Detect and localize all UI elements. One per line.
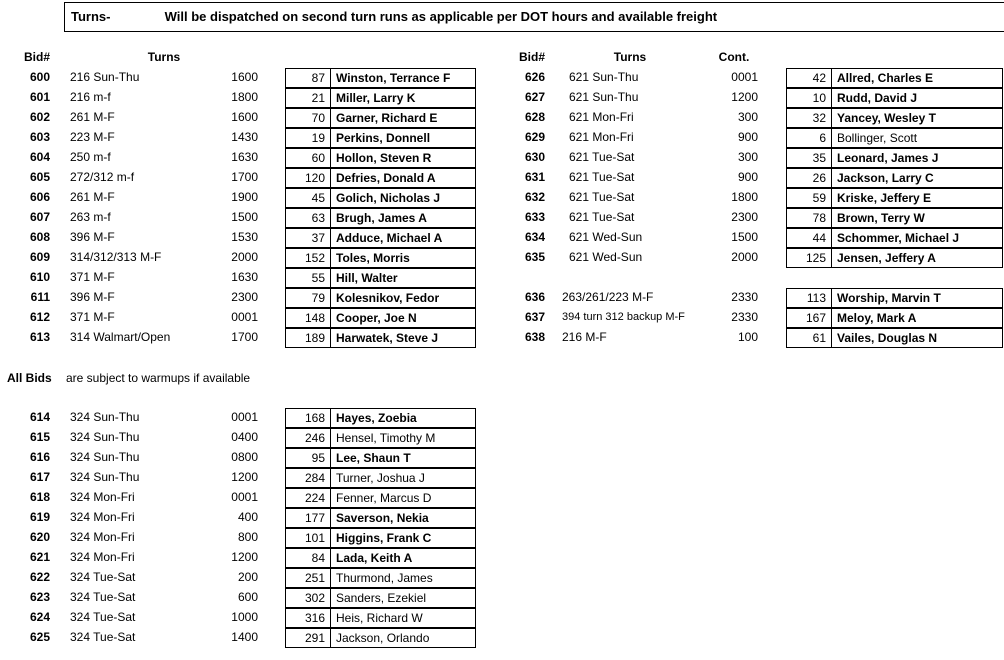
turn-time: 1600 (231, 110, 258, 124)
turn-description: 324 Sun-Thu (70, 470, 140, 484)
bid-number: 631 (524, 170, 545, 184)
employee-id: 113 (786, 288, 832, 308)
employee-id: 32 (786, 108, 832, 128)
bid-number: 633 (524, 210, 545, 224)
bid-number: 627 (524, 90, 545, 104)
employee-name: Saverson, Nekia (330, 508, 476, 528)
bid-number: 606 (29, 190, 50, 204)
employee-id: 302 (285, 588, 331, 608)
employee-id: 70 (285, 108, 331, 128)
bid-number: 637 (524, 310, 545, 324)
turn-time: 0001 (231, 490, 258, 504)
employee-name: Kriske, Jeffery E (831, 188, 1003, 208)
turn-description: 261 M-F (70, 190, 115, 204)
employee-name: Defries, Donald A (330, 168, 476, 188)
bid-number: 618 (29, 490, 50, 504)
turn-description: 324 Tue-Sat (70, 590, 136, 604)
employee-id: 316 (285, 608, 331, 628)
turn-time: 0001 (231, 410, 258, 424)
bid-number: 636 (524, 290, 545, 304)
bid-number: 626 (524, 70, 545, 84)
employee-name: Toles, Morris (330, 248, 476, 268)
employee-name: Harwatek, Steve J (330, 328, 476, 348)
bid-number: 610 (29, 270, 50, 284)
turn-cont: 900 (737, 130, 758, 144)
title-text: Will be dispatched on second turn runs as applicable per DOT hours and available freight (164, 9, 718, 24)
turn-description: 324 Mon-Fri (70, 530, 135, 544)
bid-number: 600 (29, 70, 50, 84)
bid-number: 628 (524, 110, 545, 124)
bid-number: 638 (524, 330, 545, 344)
bid-number: 622 (29, 570, 50, 584)
turn-time: 600 (237, 590, 258, 604)
employee-id: 55 (285, 268, 331, 288)
employee-name: Perkins, Donnell (330, 128, 476, 148)
employee-id: 291 (285, 628, 331, 648)
employee-name: Allred, Charles E (831, 68, 1003, 88)
turn-time: 1630 (231, 150, 258, 164)
turn-cont: 2330 (731, 290, 758, 304)
turn-time: 1200 (231, 550, 258, 564)
turn-cont: 1200 (731, 90, 758, 104)
turn-description: 216 M-F (562, 330, 607, 344)
employee-id: 125 (786, 248, 832, 268)
turn-description: 324 Sun-Thu (70, 410, 140, 424)
bid-number: 607 (29, 210, 50, 224)
turn-time: 1000 (231, 610, 258, 624)
turn-description: 324 Tue-Sat (70, 570, 136, 584)
employee-id: 148 (285, 308, 331, 328)
turn-description: 394 turn 312 backup M-F (562, 311, 685, 323)
employee-name: Brugh, James A (330, 208, 476, 228)
turn-description: 261 M-F (70, 110, 115, 124)
turn-description: 621 Wed-Sun (569, 230, 643, 244)
employee-id: 35 (786, 148, 832, 168)
bid-number: 619 (29, 510, 50, 524)
employee-name: Rudd, David J (831, 88, 1003, 108)
turn-description: 621 Sun-Thu (569, 90, 639, 104)
employee-id: 60 (285, 148, 331, 168)
employee-id: 168 (285, 408, 331, 428)
employee-id: 42 (786, 68, 832, 88)
turn-time: 1400 (231, 630, 258, 644)
bid-number: 603 (29, 130, 50, 144)
turn-cont: 2300 (731, 210, 758, 224)
employee-id: 19 (285, 128, 331, 148)
turn-description: 621 Tue-Sat (569, 170, 635, 184)
employee-name: Jackson, Larry C (831, 168, 1003, 188)
turn-time: 2300 (231, 290, 258, 304)
turn-description: 396 M-F (70, 290, 115, 304)
employee-id: 45 (285, 188, 331, 208)
turn-description: 324 Sun-Thu (70, 450, 140, 464)
turn-description: 216 Sun-Thu (70, 70, 140, 84)
turn-description: 324 Sun-Thu (70, 430, 140, 444)
bid-number: 605 (29, 170, 50, 184)
turn-description: 621 Sun-Thu (569, 70, 639, 84)
employee-id: 10 (786, 88, 832, 108)
employee-name: Cooper, Joe N (330, 308, 476, 328)
bid-number: 616 (29, 450, 50, 464)
turn-description: 324 Mon-Fri (70, 510, 135, 524)
bid-number: 623 (29, 590, 50, 604)
employee-id: 224 (285, 488, 331, 508)
turn-description: 621 Mon-Fri (569, 110, 634, 124)
turn-description: 371 M-F (70, 310, 115, 324)
turn-cont: 900 (737, 170, 758, 184)
turn-time: 200 (237, 570, 258, 584)
employee-name: Leonard, James J (831, 148, 1003, 168)
turn-time: 1430 (231, 130, 258, 144)
bid-number: 632 (524, 190, 545, 204)
header-bid-mid: Bid# (518, 50, 545, 64)
employee-name: Garner, Richard E (330, 108, 476, 128)
employee-name: Heis, Richard W (330, 608, 476, 628)
bid-number: 611 (30, 290, 50, 304)
employee-id: 120 (285, 168, 331, 188)
turn-description: 223 M-F (70, 130, 115, 144)
bid-number: 629 (524, 130, 545, 144)
turn-description: 324 Mon-Fri (70, 490, 135, 504)
employee-name: Yancey, Wesley T (831, 108, 1003, 128)
turn-description: 621 Wed-Sun (569, 250, 643, 264)
turn-cont: 300 (737, 150, 758, 164)
all-bids-label: All Bids (7, 371, 52, 385)
employee-name: Golich, Nicholas J (330, 188, 476, 208)
employee-id: 63 (285, 208, 331, 228)
employee-name: Higgins, Frank C (330, 528, 476, 548)
turn-description: 314/312/313 M-F (70, 250, 162, 264)
employee-id: 284 (285, 468, 331, 488)
employee-id: 189 (285, 328, 331, 348)
turn-cont: 2000 (731, 250, 758, 264)
turn-time: 1500 (231, 210, 258, 224)
bid-number: 621 (29, 550, 50, 564)
header-bid-left: Bid# (23, 50, 50, 64)
bid-number: 602 (29, 110, 50, 124)
turn-time: 1200 (231, 470, 258, 484)
employee-name: Hill, Walter (330, 268, 476, 288)
bid-number: 613 (29, 330, 50, 344)
employee-name: Thurmond, James (330, 568, 476, 588)
employee-id: 37 (285, 228, 331, 248)
employee-name: Hensel, Timothy M (330, 428, 476, 448)
turn-time: 800 (237, 530, 258, 544)
employee-name: Vailes, Douglas N (831, 328, 1003, 348)
turn-time: 0001 (231, 310, 258, 324)
turn-description: 621 Tue-Sat (569, 190, 635, 204)
bid-number: 625 (29, 630, 50, 644)
employee-name: Turner, Joshua J (330, 468, 476, 488)
employee-name: Adduce, Michael A (330, 228, 476, 248)
turn-time: 0800 (231, 450, 258, 464)
employee-id: 79 (285, 288, 331, 308)
bid-number: 620 (29, 530, 50, 544)
turn-time: 1600 (231, 70, 258, 84)
turn-time: 1630 (231, 270, 258, 284)
employee-id: 101 (285, 528, 331, 548)
bid-number: 635 (524, 250, 545, 264)
turn-time: 1900 (231, 190, 258, 204)
turn-description: 371 M-F (70, 270, 115, 284)
employee-name: Winston, Terrance F (330, 68, 476, 88)
turn-description: 621 Mon-Fri (569, 130, 634, 144)
employee-name: Schommer, Michael J (831, 228, 1003, 248)
turn-description: 216 m-f (70, 90, 111, 104)
employee-name: Worship, Marvin T (831, 288, 1003, 308)
employee-id: 21 (285, 88, 331, 108)
employee-name: Lee, Shaun T (330, 448, 476, 468)
turn-cont: 1800 (731, 190, 758, 204)
turn-description: 324 Tue-Sat (70, 630, 136, 644)
employee-name: Brown, Terry W (831, 208, 1003, 228)
turn-description: 263 m-f (70, 210, 111, 224)
bid-number: 608 (29, 230, 50, 244)
title-label-cell (64, 2, 1004, 32)
employee-name: Lada, Keith A (330, 548, 476, 568)
turn-description: 324 Tue-Sat (70, 610, 136, 624)
turn-cont: 2330 (731, 310, 758, 324)
turn-time: 2000 (231, 250, 258, 264)
turn-description: 250 m-f (70, 150, 111, 164)
turn-description: 396 M-F (70, 230, 115, 244)
employee-name: Bollinger, Scott (831, 128, 1003, 148)
turn-time: 1800 (231, 90, 258, 104)
turn-time: 1530 (231, 230, 258, 244)
employee-id: 78 (786, 208, 832, 228)
turn-time: 400 (237, 510, 258, 524)
employee-id: 246 (285, 428, 331, 448)
all-bids-note: are subject to warmups if available (66, 371, 251, 385)
turn-time: 0400 (231, 430, 258, 444)
employee-name: Hayes, Zoebia (330, 408, 476, 428)
turn-cont: 300 (737, 110, 758, 124)
employee-id: 95 (285, 448, 331, 468)
turn-description: 621 Tue-Sat (569, 150, 635, 164)
employee-id: 44 (786, 228, 832, 248)
bid-number: 624 (29, 610, 50, 624)
turn-description: 621 Tue-Sat (569, 210, 635, 224)
turn-description: 263/261/223 M-F (562, 290, 654, 304)
turn-description: 324 Mon-Fri (70, 550, 135, 564)
employee-name: Miller, Larry K (330, 88, 476, 108)
employee-id: 59 (786, 188, 832, 208)
bid-number: 604 (29, 150, 50, 164)
bid-number: 615 (29, 430, 50, 444)
employee-id: 87 (285, 68, 331, 88)
employee-id: 251 (285, 568, 331, 588)
turn-time: 1700 (231, 330, 258, 344)
employee-id: 6 (786, 128, 832, 148)
employee-id: 61 (786, 328, 832, 348)
turn-description: 314 Walmart/Open (70, 330, 171, 344)
employee-name: Jensen, Jeffery A (831, 248, 1003, 268)
employee-name: Jackson, Orlando (330, 628, 476, 648)
turn-cont: 0001 (731, 70, 758, 84)
employee-name: Hollon, Steven R (330, 148, 476, 168)
employee-name: Kolesnikov, Fedor (330, 288, 476, 308)
bid-number: 609 (29, 250, 50, 264)
bid-number: 617 (29, 470, 50, 484)
header-turns-left: Turns (147, 50, 181, 64)
employee-id: 177 (285, 508, 331, 528)
bid-number: 601 (29, 90, 50, 104)
header-turns-mid: Turns (613, 50, 647, 64)
bid-number: 630 (524, 150, 545, 164)
employee-id: 26 (786, 168, 832, 188)
title-label: Turns- (71, 9, 111, 24)
employee-name: Fenner, Marcus D (330, 488, 476, 508)
bid-number: 612 (29, 310, 50, 324)
turn-description: 272/312 m-f (70, 170, 135, 184)
turn-time: 1700 (231, 170, 258, 184)
turn-cont: 1500 (731, 230, 758, 244)
employee-name: Sanders, Ezekiel (330, 588, 476, 608)
employee-id: 167 (786, 308, 832, 328)
bid-number: 614 (29, 410, 50, 424)
turn-cont: 100 (737, 330, 758, 344)
employee-name: Meloy, Mark A (831, 308, 1003, 328)
employee-id: 152 (285, 248, 331, 268)
header-cont-mid: Cont. (718, 50, 750, 64)
employee-id: 84 (285, 548, 331, 568)
bid-number: 634 (524, 230, 545, 244)
